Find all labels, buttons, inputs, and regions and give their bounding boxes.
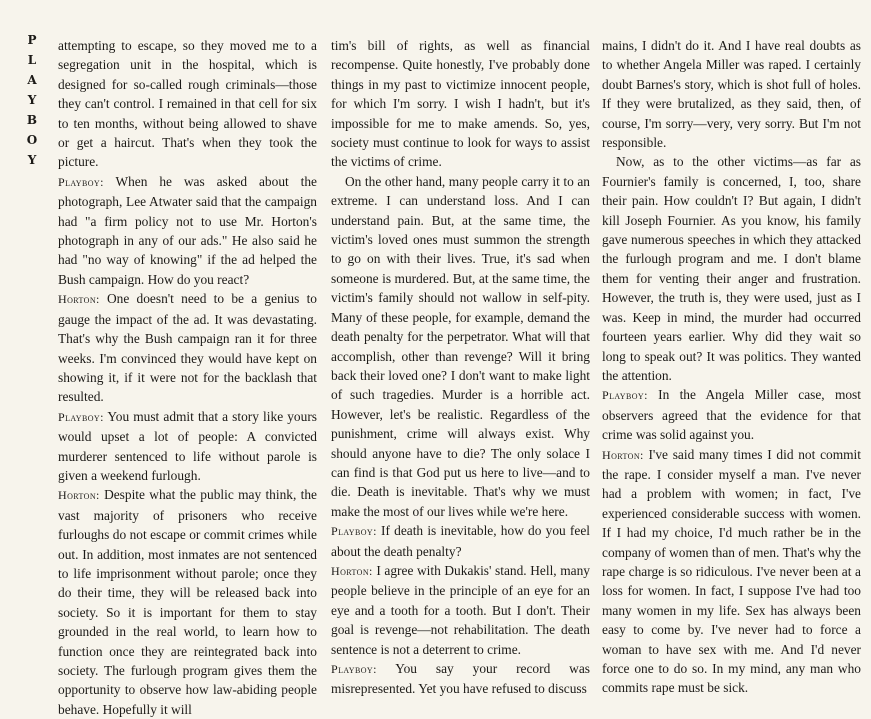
article-paragraph: [331, 36, 590, 172]
article-paragraph: [602, 36, 861, 152]
magazine-letter: O: [26, 133, 38, 147]
paragraph-text: In the Angela Miller case, most observers agreed that the evidence for that crime was solid against you.: [602, 387, 861, 443]
article-paragraph: [331, 172, 590, 521]
magazine-letter: Y: [27, 93, 37, 107]
article-paragraph: [331, 521, 590, 561]
speaker-label: Horton:: [602, 447, 644, 462]
magazine-letter: P: [27, 33, 37, 47]
article-paragraph: [331, 561, 590, 659]
paragraph-text: I've said many times I did not commit the rape. I consider myself a man. I've never had a problem with women; in fact, I've experienced considerable success with women. If I had my choice, I'd much rather be in the company of women than of men. That's why the rape charge is so ridiculous. I've never been at a loss for women. In fact, I suppose I've had too many women in my life. Sex has always been easy to come by. I've never had to force a woman to have sex with me. And I'd never force one to do so. In my mind, any man who commits rape must be sick.: [602, 446, 861, 696]
paragraph-text: attempting to escape, so they moved me to a segregation unit in the hospital, which is designed for so-called rough criminals—those they can't control. I remained in that cell for six to ten months, without being allowed to shave or get a haircut. That's when they took the picture.: [58, 38, 317, 170]
paragraph-text: If death is inevitable, how do you feel about the death penalty?: [331, 523, 590, 559]
magazine-letter: Y: [27, 153, 37, 167]
paragraph-text: You say your record was misrepresented. Yet you have refused to discuss: [331, 661, 590, 697]
article-paragraph: [602, 445, 861, 698]
paragraph-text: On the other hand, many people carry it to an extreme. I can understand loss. And I can understand pain. But, at the same time, the victim's loved ones must summon the strength to go on with their lives. True, it's sad when someone is murdered. But, at the same time, the victim's family should not wallow in self-pity. Many of these people, for example, demand the death penalty for the perpetrator. What will that accomplish, other than revenge? Will it bring back their loved one? I don't want to make light of such tragedies. Murder is a horrible act. However, let's be realistic. Regardless of the punishment, crime will always exist. Why should anyone have to die? The only solace I can find is that God put us here to live—and to die. Death is inevitable. That's why we must make the most of our lives while we're here.: [331, 173, 590, 519]
article-paragraph: [58, 172, 317, 289]
paragraph-text: You must admit that a story like yours would upset a lot of people: A convicted murderer sentenced to life without parole is given a weekend furlough.: [58, 408, 317, 483]
speaker-label: Playboy:: [602, 388, 648, 403]
speaker-label: Horton:: [331, 563, 373, 578]
paragraph-text: I agree with Dukakis' stand. Hell, many people believe in the principle of an eye for an eye and a tooth for a tooth. But I don't. Their goal is revenge—not rehabilitation. The death sentence is not a deterrent to crime.: [331, 562, 590, 657]
magazine-letter: B: [26, 113, 38, 127]
article-paragraph: [58, 485, 317, 719]
paragraph-text: When he was asked about the photograph, Lee Atwater said that the campaign had "a firm policy not to use Mr. Horton's photograph in any of our ads." He also said he had "no way of knowing" if the ad helped the Bush campaign. How do you react?: [58, 173, 317, 287]
paragraph-text: tim's bill of rights, as well as financial recompense. Quite honestly, I've probably done things in my past to victimize innocent people, for which I'm sorry. I wish I hadn't, but it's impossible for me to make amends. So, yes, society must continue to look for ways to assist the victims of crime.: [331, 38, 590, 170]
article-paragraph: [331, 659, 590, 699]
article-paragraph: [602, 152, 861, 385]
paragraph-text: Now, as to the other victims—as far as Fournier's family is concerned, I, too, share their pain. How couldn't I? But again, I didn't kill Joseph Fournier. As you know, his family gave numerous speeches in which they attacked the furlough program and me. I don't blame them for venting their anger and frustration. However, the truth is, they were used, just as I was. Keep in mind, the murder had occurred fourteen years earlier. Why did they wait so long to speak out? It was politics. They wanted the attention.: [602, 154, 861, 383]
article-paragraph: [58, 36, 317, 172]
text-column-1: [58, 36, 317, 719]
article-paragraph: [602, 385, 861, 444]
article-paragraph: [58, 289, 317, 406]
speaker-label: Horton:: [58, 292, 100, 307]
paragraph-text: One doesn't need to be a genius to gauge the impact of the ad. It was devastating. That's why the Bush campaign ran it for three weeks. I'm convinced they would have kept on showing it, if it were not for the backlash that resulted.: [58, 291, 317, 405]
speaker-label: Playboy:: [58, 174, 104, 189]
paragraph-text: Despite what the public may think, the vast majority of prisoners who receive furloughs do not escape or commit crimes while out. In addition, most inmates are not sentenced to life imprisonment without parole; once they do their time, they will be released back into society. So it is important for them to stay grounded in the real world, to learn how to function once they are reintegrated back into society. The furlough program gives them the opportunity to observe how law-abiding people behave. Hopefully it will: [58, 487, 317, 717]
speaker-label: Playboy:: [331, 662, 377, 676]
speaker-label: Horton:: [58, 488, 100, 503]
paragraph-text: mains, I didn't do it. And I have real doubts as to whether Angela Miller was raped. I certainly doubt Barnes's story, which is shot full of holes. If they were brutalized, as they said, then, of course, I'm sorry—very, very sorry. But I'm not responsible.: [602, 38, 861, 151]
speaker-label: Playboy:: [331, 524, 377, 539]
magazine-letter: L: [27, 53, 37, 67]
speaker-label: Playboy:: [58, 409, 104, 424]
magazine-letter: A: [27, 73, 37, 87]
text-column-2: [331, 36, 590, 699]
article-paragraph: [58, 407, 317, 486]
text-column-3: [602, 36, 861, 698]
